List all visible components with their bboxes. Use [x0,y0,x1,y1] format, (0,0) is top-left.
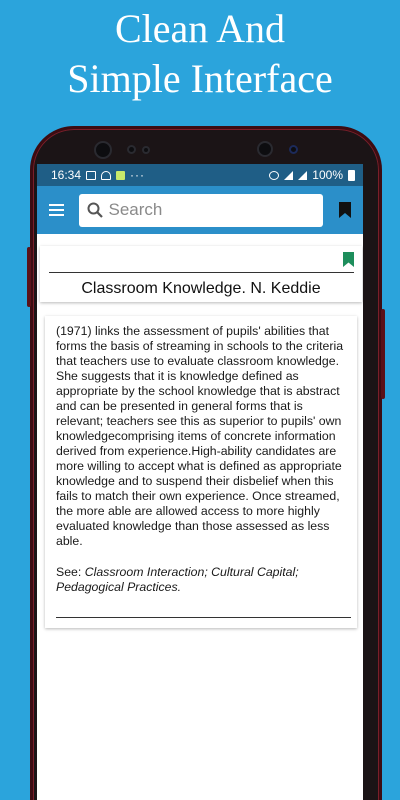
battery-icon [348,170,355,181]
status-bar [37,164,363,186]
iris-scanner-icon [257,141,273,157]
sensor-icon [289,145,298,154]
app-bar [37,186,363,234]
wifi-signal-icon [284,171,293,180]
headline-line-1: Clean And [115,6,285,51]
phone-side-button [27,247,31,307]
divider [49,272,354,273]
gallery-icon [86,171,96,180]
cloud-icon [101,171,111,180]
bookmark-icon [343,252,354,267]
battery-percent: 100% [312,168,343,182]
bookmark-icon [339,202,351,218]
see-also-label: See: [56,565,82,579]
sensor-icon [142,146,150,154]
headline-line-2: Simple Interface [67,56,333,101]
promo-headline [0,4,400,104]
sensor-icon [127,145,136,154]
front-camera-icon [94,141,112,159]
divider [56,617,351,618]
bookmarks-button[interactable] [335,196,355,224]
entry-body-text: (1971) links the assessment of pupils' abilities that forms the basis of streaming in schools to the criteria that teachers use to evaluate classroom knowledge. She suggests that it is knowledge defined as appropriate by the school knowledge that is abstract and can be presented in general forms that is relevant; teachers see this as superior to pupils' own knowledgecomprising items of concrete information derived from experience.High-ability candidates are more willing to accept what is defined as appropriate knowledge and to suspend their disbelief when this fails to match their own experience. Once streamed, the more able are allowed access to more highly evaluated knowledge than those assessed as less able. [56,324,344,548]
search-icon [87,202,103,218]
phone-screen [37,164,363,800]
bookmark-toggle[interactable] [343,252,354,272]
menu-icon[interactable] [45,196,73,224]
search-input[interactable] [109,200,309,220]
app-notification-icon [116,171,125,180]
cell-signal-icon [298,171,307,180]
more-notifications-icon: ··· [130,168,146,182]
phone-side-button [381,309,385,399]
entry-title-card [40,246,362,302]
status-time: 16:34 [51,168,82,182]
search-bar[interactable] [79,194,324,227]
entry-body-card [45,316,357,628]
see-also [56,565,347,595]
alarm-icon [269,171,279,180]
entry-title: Classroom Knowledge. N. Keddie [81,280,321,297]
see-also-references[interactable]: Classroom Interaction; Cultural Capital; Pedagogical Practices. [56,565,299,594]
